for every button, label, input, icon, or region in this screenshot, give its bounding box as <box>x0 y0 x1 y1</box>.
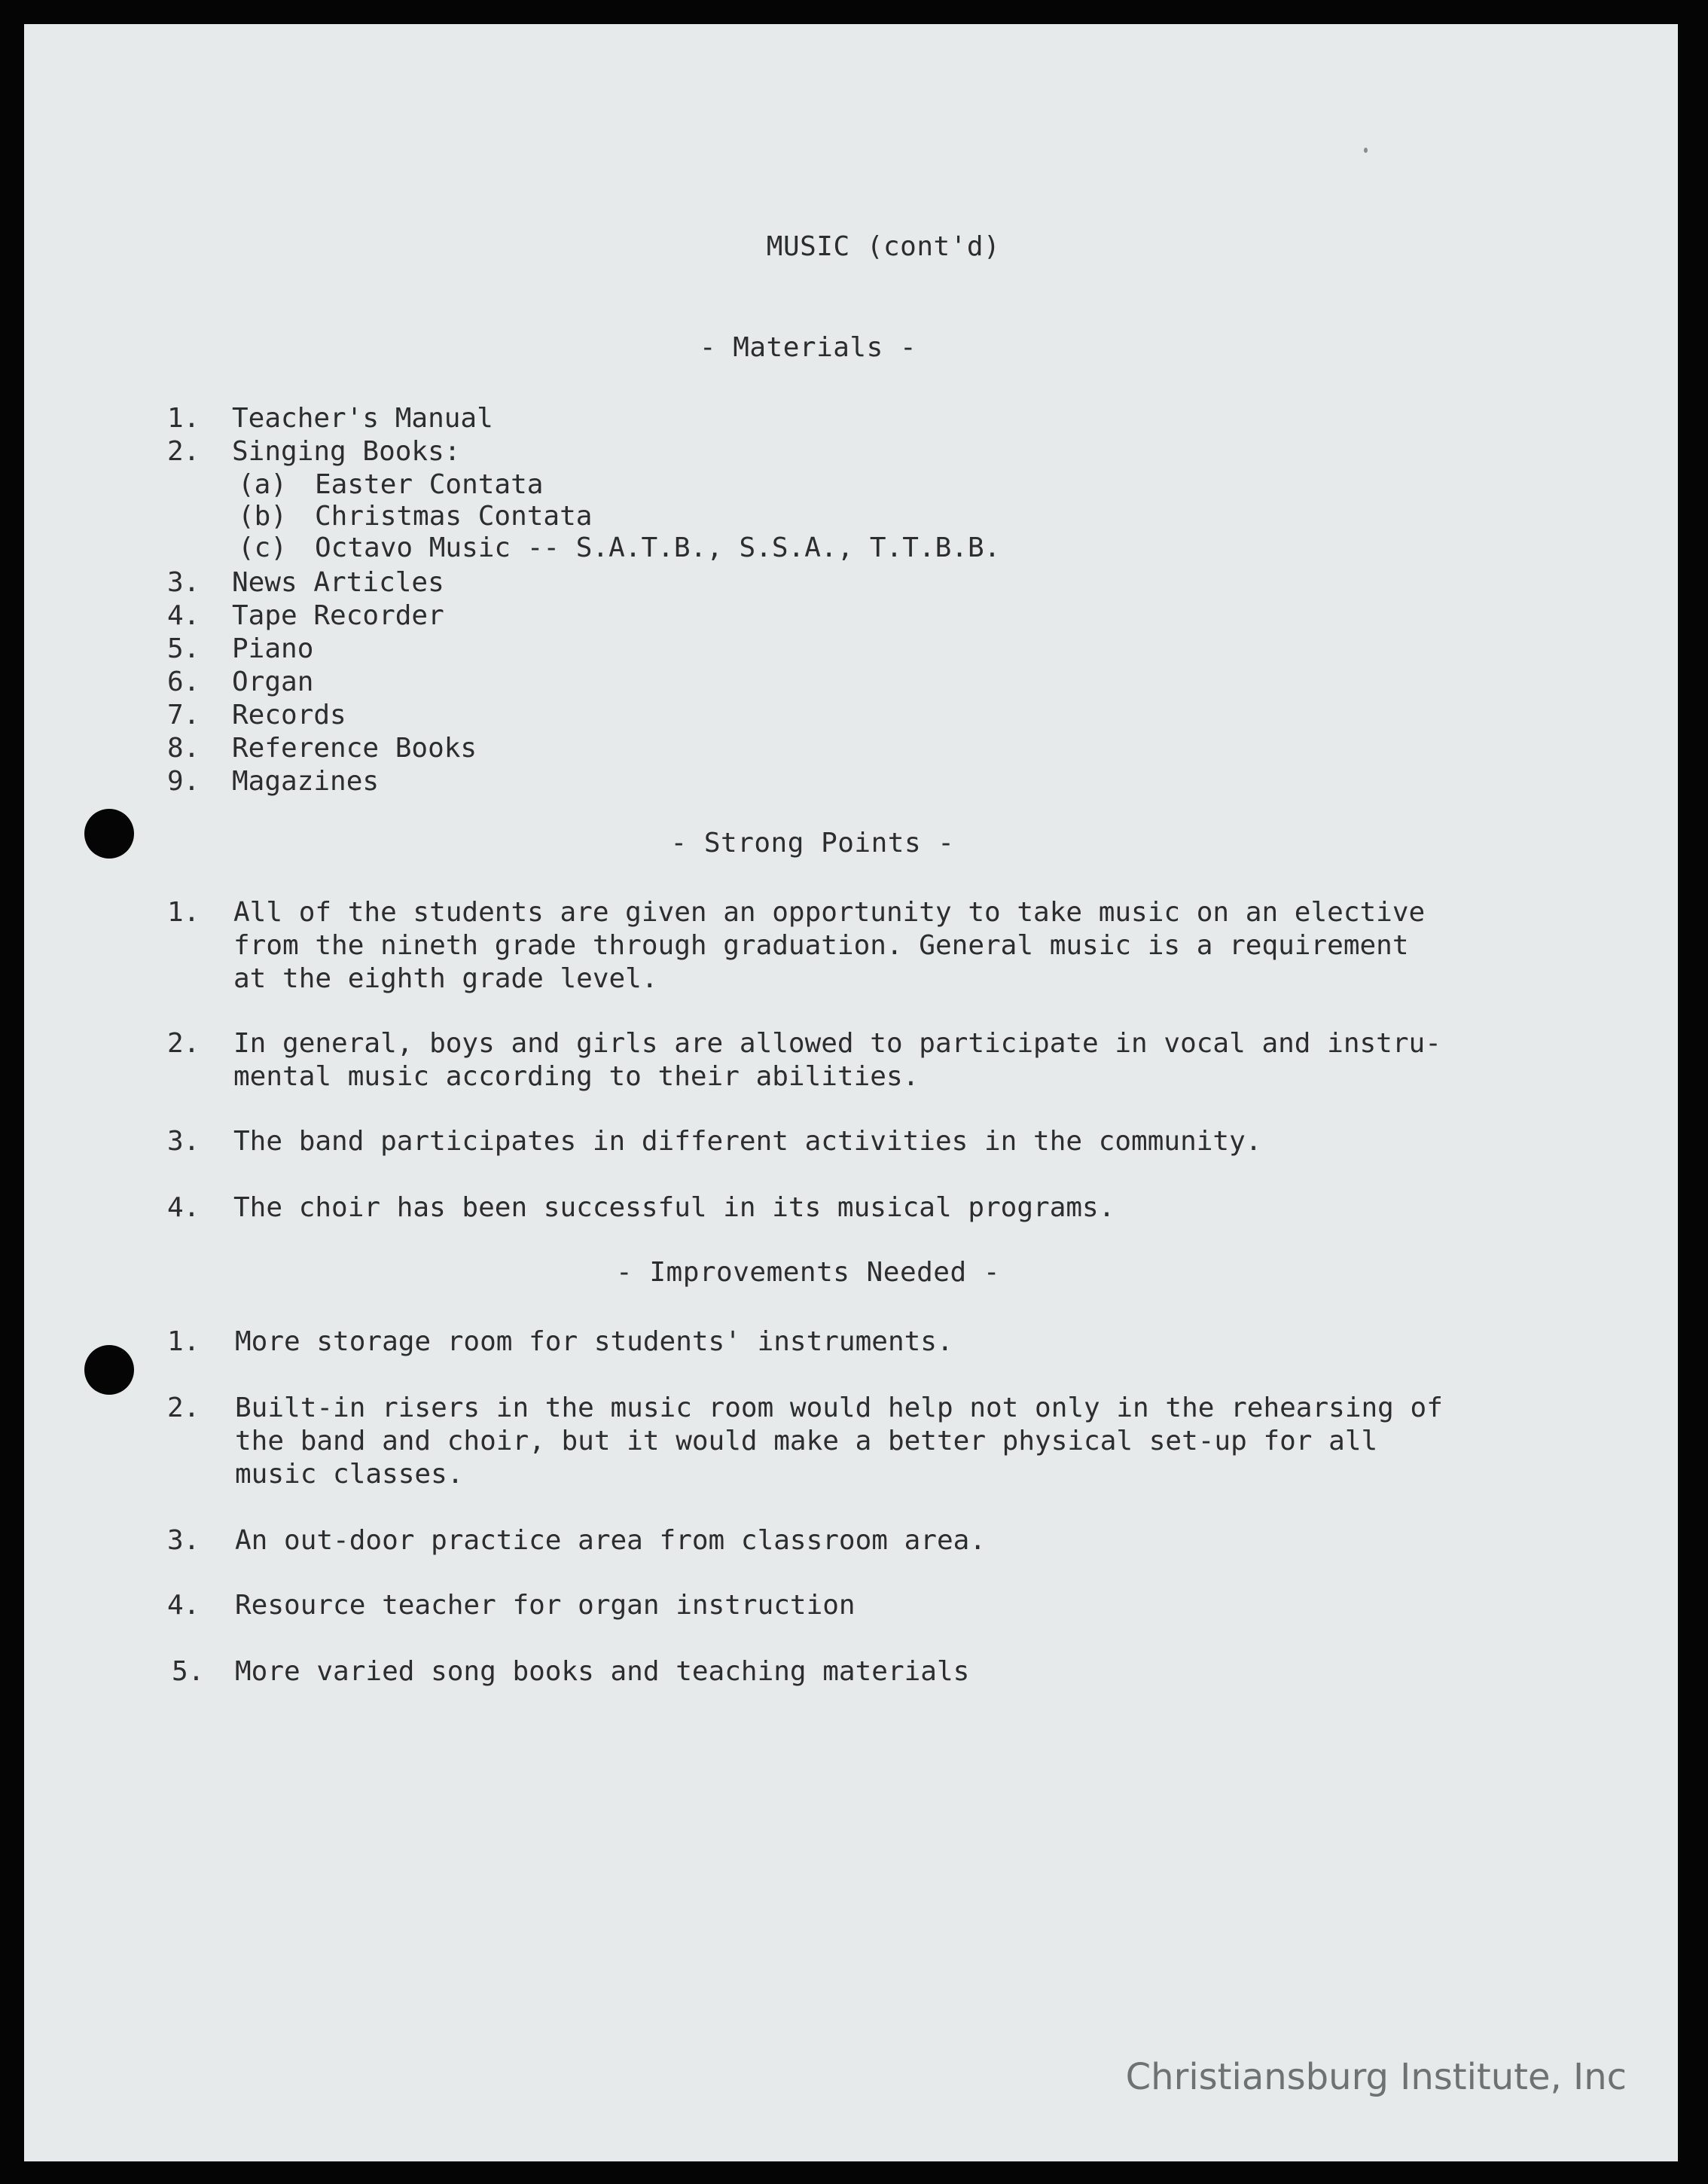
strong-point-line: All of the students are given an opportunity to take music on an elective <box>233 897 1426 928</box>
strong-point-line: at the eighth grade level. <box>233 963 658 994</box>
materials-item: Piano <box>232 633 314 664</box>
strong-point-number: 4. <box>167 1192 200 1223</box>
improvement-number: 2. <box>167 1392 200 1423</box>
materials-subitem-label: (a) <box>238 469 288 500</box>
improvement-line: music classes. <box>235 1459 464 1490</box>
improvement-line: More varied song books and teaching materials <box>235 1656 970 1687</box>
improvement-number: 5. <box>172 1656 205 1687</box>
materials-item: Tape Recorder <box>232 600 444 631</box>
strong-point-number: 3. <box>167 1126 200 1157</box>
materials-subitem-label: (c) <box>238 532 288 563</box>
materials-item: Singing Books: <box>232 436 461 467</box>
improvement-line: the band and choir, but it would make a better physical set-up for all <box>235 1426 1378 1457</box>
improvement-number: 4. <box>167 1590 200 1621</box>
section-heading-materials: - Materials - <box>699 332 917 363</box>
improvement-number: 1. <box>167 1326 200 1357</box>
punch-hole <box>84 809 134 859</box>
strong-point-number: 1. <box>167 897 200 928</box>
materials-item-number: 1. <box>167 403 200 434</box>
materials-item: Magazines <box>232 766 380 797</box>
materials-item: Records <box>232 700 346 731</box>
strong-point-number: 2. <box>167 1028 200 1059</box>
strong-point-line: In general, boys and girls are allowed to participate in vocal and instru- <box>233 1028 1441 1059</box>
materials-item: Teacher's Manual <box>232 403 493 434</box>
strong-point-line: mental music according to their abilities. <box>233 1061 920 1092</box>
materials-item-number: 2. <box>167 436 200 467</box>
punch-hole <box>84 1345 134 1395</box>
section-heading-improvements: - Improvements Needed - <box>616 1257 1000 1288</box>
materials-subitem: Easter Contata <box>315 469 544 500</box>
strong-point-line: from the nineth grade through graduation. General music is a requirement <box>233 930 1409 961</box>
strong-point-line: The choir has been successful in its musical programs. <box>233 1192 1115 1223</box>
improvement-line: An out-door practice area from classroom area. <box>235 1525 986 1556</box>
improvement-line: Built-in risers in the music room would help not only in the rehearsing of <box>235 1392 1443 1423</box>
section-heading-strong-points: - Strong Points - <box>670 828 955 859</box>
materials-item-number: 9. <box>167 766 200 797</box>
materials-subitem: Octavo Music -- S.A.T.B., S.S.A., T.T.B.B. <box>315 532 1001 563</box>
materials-subitem-label: (b) <box>238 501 288 532</box>
improvement-line: Resource teacher for organ instruction <box>235 1590 856 1621</box>
materials-item-number: 5. <box>167 633 200 664</box>
materials-item: Organ <box>232 666 314 697</box>
materials-item-number: 8. <box>167 733 200 764</box>
materials-item: Reference Books <box>232 733 477 764</box>
improvement-number: 3. <box>167 1525 200 1556</box>
strong-point-line: The band participates in different activities in the community. <box>233 1126 1262 1157</box>
page-title: MUSIC (cont'd) <box>766 231 1001 262</box>
improvement-line: More storage room for students' instruments. <box>235 1326 953 1357</box>
materials-item-number: 6. <box>167 666 200 697</box>
watermark: Christiansburg Institute, Inc <box>1125 2056 1627 2098</box>
materials-item-number: 7. <box>167 700 200 731</box>
materials-item-number: 4. <box>167 600 200 631</box>
paper-speck <box>1364 148 1368 153</box>
materials-item-number: 3. <box>167 567 200 598</box>
materials-subitem: Christmas Contata <box>315 501 593 532</box>
materials-item: News Articles <box>232 567 444 598</box>
